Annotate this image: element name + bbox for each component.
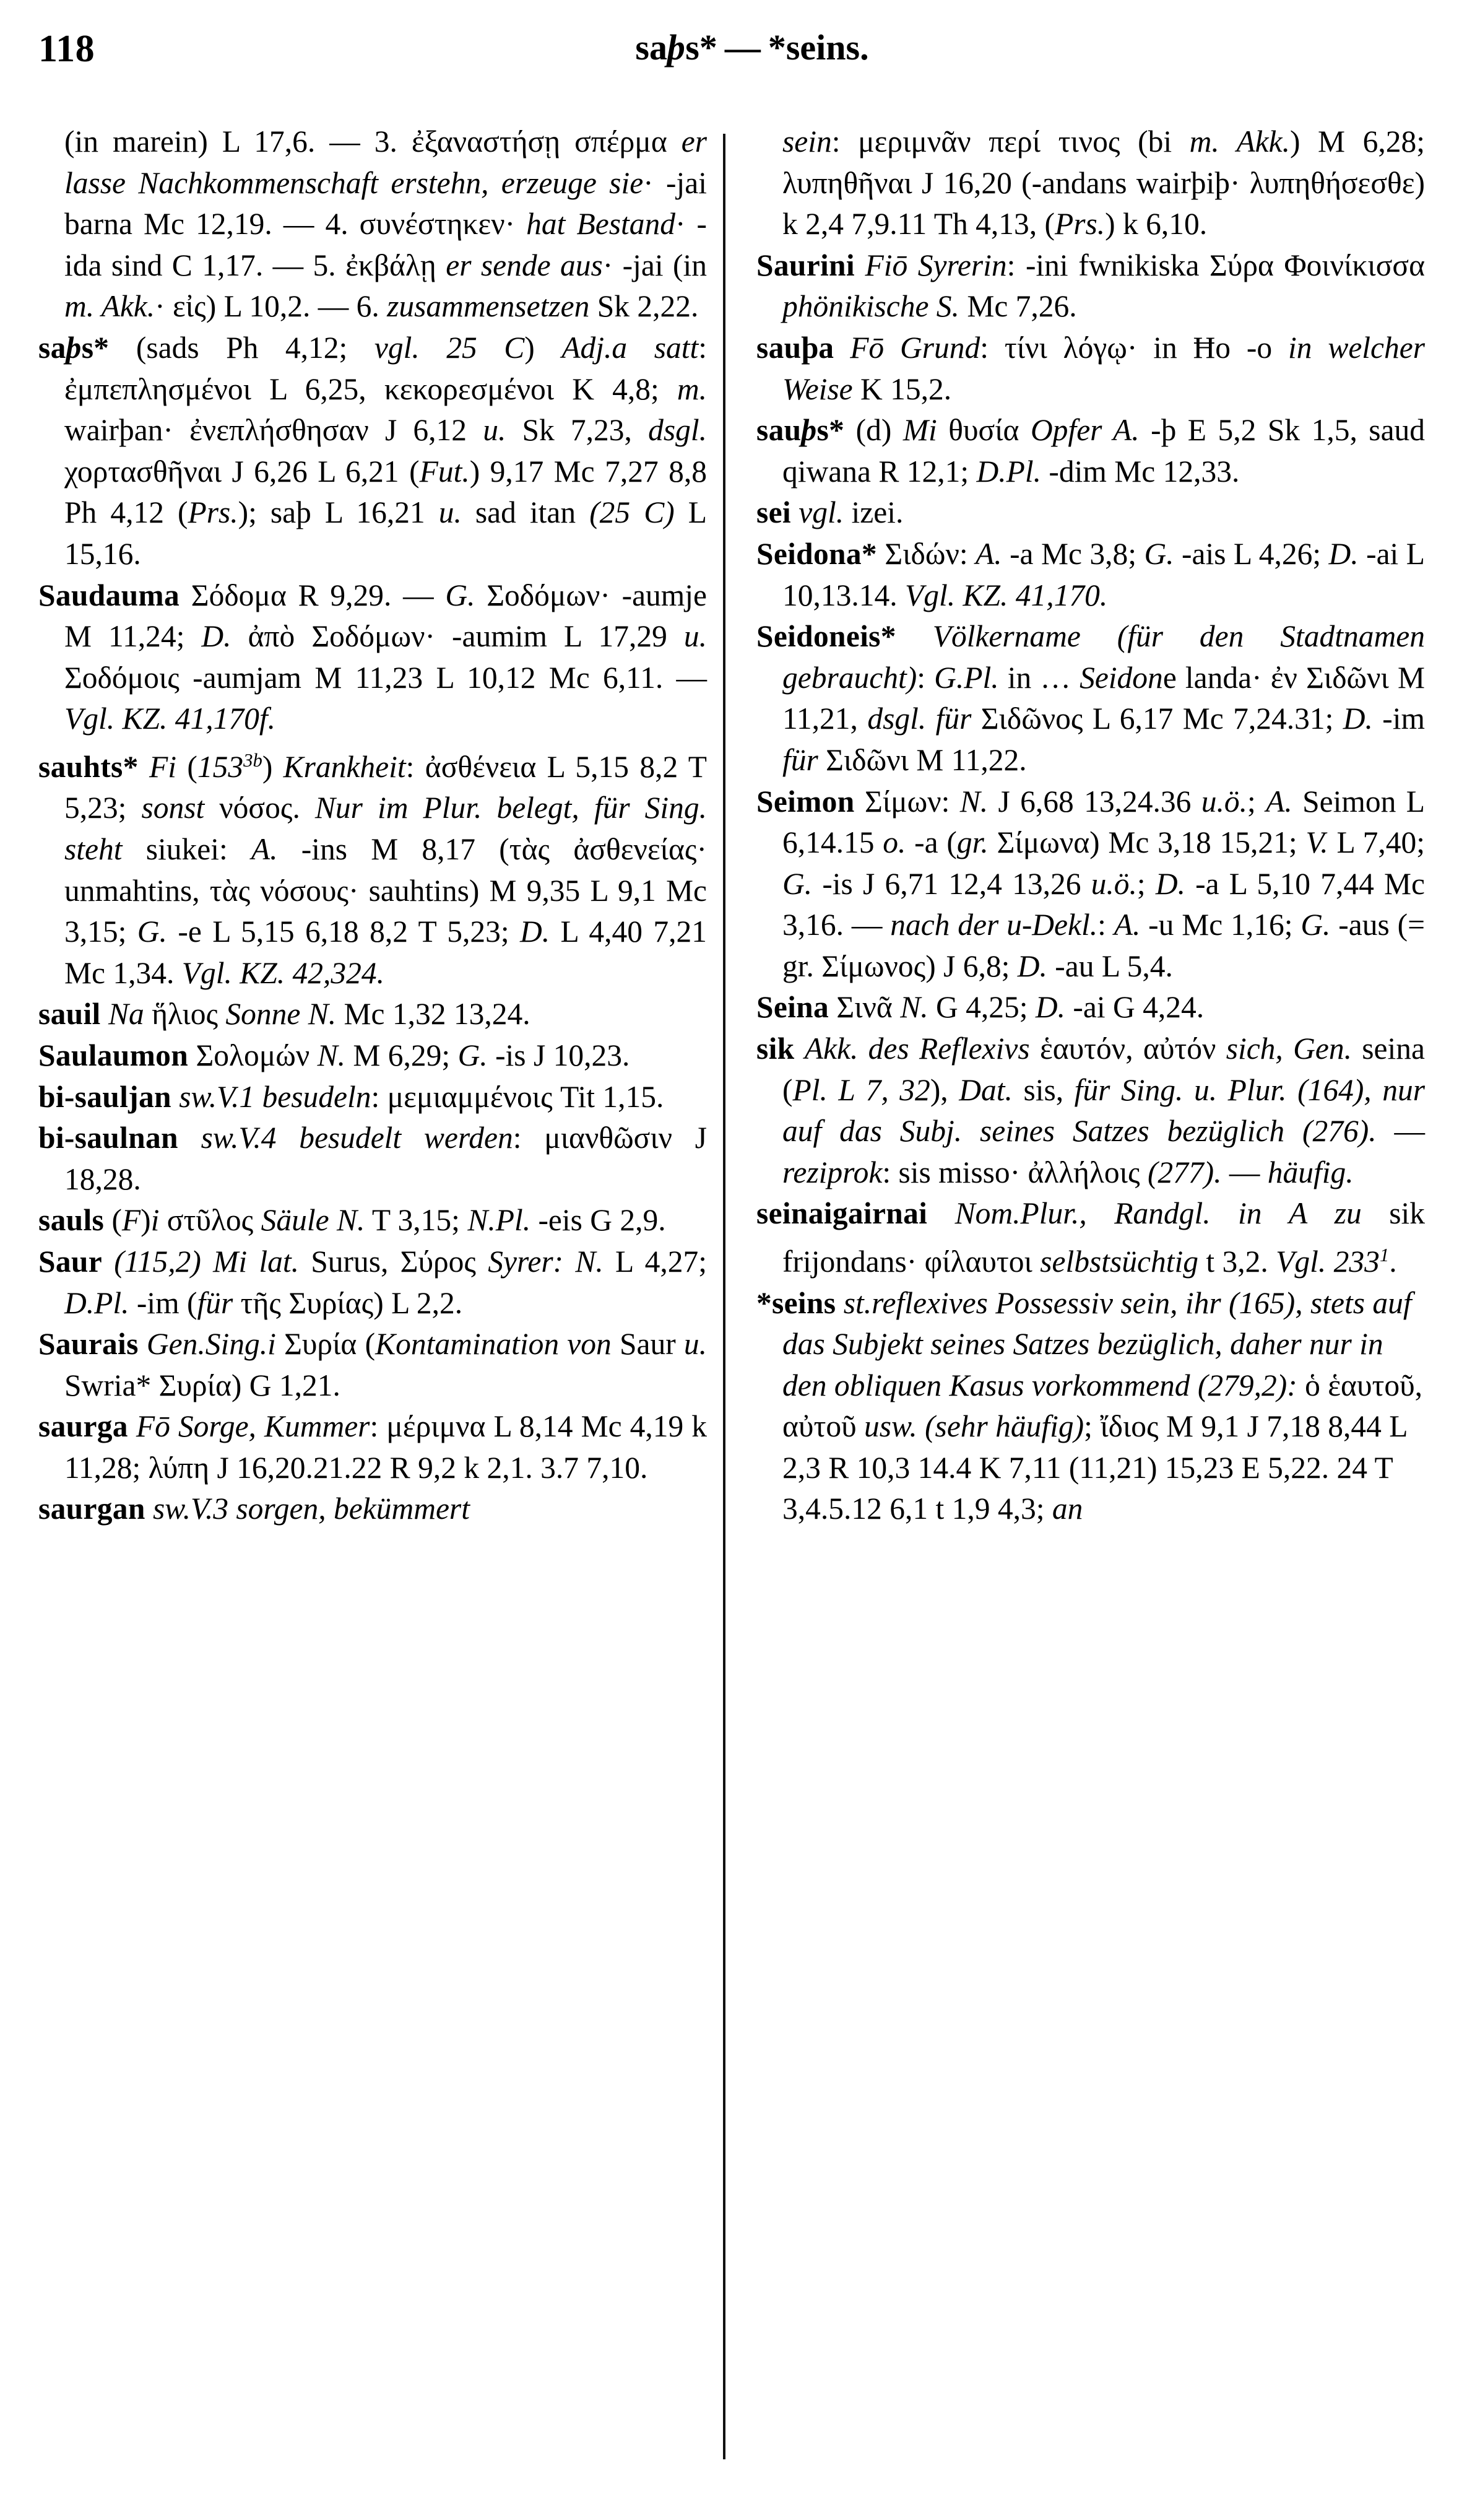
page-body — [0, 121, 1467, 2520]
dictionary-entry: Saurais Gen.Sing.i Συρία (Kontamination von Saur u. Swria* Συρία) G 1,21. — [38, 1327, 708, 1402]
dictionary-entry: Saudauma Σόδομα R 9,29. — G. Σοδόμων· -aumje M 11,24; D. ἀπὸ Σοδόμων· -aumim L 17,29 u. Σοδόμοις -aumjam M 11,23 L 10,12 Mc 6,11. — Vgl. KZ. 41,170f. — [38, 578, 708, 736]
running-head — [0, 27, 1467, 70]
running-head-left: saþs* — [635, 27, 717, 67]
page-header — [0, 27, 1467, 85]
entry-continuation: sein: μεριμνᾶν περί τινος (bi m. Akk.) M 6,28; λυπηθῆναι J 16,20 (-andans wairþiþ· λυπηθήσεσθε) k 2,4 7,9.11 Th 4,13, (Prs.) k 6,10. — [782, 124, 1425, 241]
dictionary-entry: sauls (F)i στῦλος Säule N. T 3,15; N.Pl. -eis G 2,9. — [38, 1203, 666, 1238]
running-head-right: *seins. — [768, 27, 869, 67]
dictionary-entry: saurga Fō Sorge, Kummer: μέριμνα L 8,14 Mc 4,19 k 11,28; λύπη J 16,20.21.22 R 9,2 k 2,1. 3.7 7,10. — [38, 1409, 708, 1485]
dictionary-entry: Saulaumon Σολομών N. M 6,29; G. -is J 10,23. — [38, 1038, 630, 1072]
dictionary-entry: sauþa Fō Grund: τίνι λόγῳ· in Ħo -o in welcher Weise K 15,2. — [756, 330, 1426, 406]
folio-number: 118 — [38, 28, 95, 70]
dictionary-entry: Saurini Fiō Syrerin: -ini fwnikiska Σύρα Φοινίκισσα phönikische S. Mc 7,26. — [756, 248, 1426, 324]
dictionary-entry: Seina Σινᾶ N. G 4,25; D. -ai G 4,24. — [756, 990, 1205, 1025]
dictionary-entry: *seins st.reflexives Possessiv sein, ihr (165), stets auf das Subjekt seines Satzes bezüglich, daher nur in den obliquen Kasus vorkommend (279,2): ὁ ἑαυτοῦ, αὐτοῦ usw. (sehr häufig); ἴδιος M 9,1 J 7,18 8,44 L 2,3 R 10,3 14.4 K 7,11 (11,21) 15,23 E 5,22. 24 T 3,4.5.12 6,1 t 1,9 4,3; an — [756, 1285, 1423, 1526]
running-head-separator: — — [724, 27, 761, 67]
dictionary-entry: saurgan sw.V.3 sorgen, bekümmert — [38, 1492, 470, 1526]
dictionary-entry: Saur (115,2) Mi lat. Surus, Σύρος Syrer: N. L 4,27; D.Pl. -im (für τῆς Συρίας) L 2,2. — [38, 1244, 708, 1320]
dictionary-entry: sauhts* Fi $(153^{3b})$ Krankheit: ἀσθένεια L 5,15 8,2 T 5,23; sonst νόσος. Nur im Plur. belegt, für Sing. steht siukei: A. -ins M 8,17 (τὰς ἀσθενείας· unmahtins, τὰς νόσους· sauhtins) M 9,35 L 9,1 Mc 3,15; G. -e L 5,15 6,18 8,2 T 5,23; D. L 4,40 7,21 Mc 1,34. Vgl. KZ. 42,324. — [38, 749, 708, 990]
dictionary-entry: sik Akk. des Reflexivs ἑαυτόν, αὐτόν sich, Gen. seina (Pl. L 7, 32), Dat. sis, für Sing. u. Plur. (164), nur auf das Subj. seines Satzes bezüglich (276). — reziprok: sis misso· ἀλλήλοις (277). — häufig. — [756, 1032, 1426, 1189]
dictionary-entry: Seidoneis* Völkername (für den Stadtnamen gebraucht): G.Pl. in … Seidone landa· ἐν Σιδῶνι M 11,21, dsgl. für Σιδῶνος L 6,17 Mc 7,24.31; D. -im für Σιδῶνι M 11,22. — [756, 619, 1426, 777]
dictionary-entry: sei vgl. izei. — [756, 495, 904, 530]
dictionary-entry: saþs* (sads Ph 4,12; vgl. 25 C) Adj.a satt: ἐμπεπλησμένοι L 6,25, κεκορεσμένοι K 4,8; m. wairþan· ἐνεπλήσθησαν J 6,12 u. Sk 7,23, dsgl. χορτασθῆναι J 6,26 L 6,21 (Fut.) 9,17 Mc 7,27 8,8 Ph 4,12 (Prs.); saþ L 16,21 u. sad itan (25 C) L 15,16. — [38, 330, 708, 571]
dictionary-entry: sauil Na ἥλιος Sonne N. Mc 1,32 13,24. — [38, 997, 530, 1032]
column-right — [756, 121, 1425, 1530]
dictionary-entry: bi-saulnan sw.V.4 besudelt werden: μιανθῶσιν J 18,28. — [38, 1121, 707, 1196]
dictionary-entry: Seimon Σίμων: N. J 6,68 13,24.36 u.ö.; A. Seimon L 6,14.15 o. -a (gr. Σίμωνα) Mc 3,18 15,21; V. L 7,40; G. -is J 6,71 12,4 13,26 u.ö.; D. -a L 5,10 7,44 Mc 3,16. — nach der u-Dekl.: A. -u Mc 1,16; G. -aus (= gr. Σίμωνος) J 6,8; D. -au L 5,4. — [756, 784, 1426, 983]
dictionary-entry: seinaigairnai Nom.Plur., Randgl. in A zu sik frijondans· φίλαυτοι selbstsüchtig t 3,2. Vgl. $233^1$. — [756, 1196, 1426, 1279]
column-left — [38, 121, 707, 1530]
dictionary-entry: Seidona* Σιδών: A. -a Mc 3,8; G. -ais L 4,26; D. -ai L 10,13.14. Vgl. KZ. 41,170. — [756, 536, 1425, 612]
entry-continuation: (in marein) L 17,6. — 3. ἐξαναστήσῃ σπέρμα er lasse Nachkommenschaft erstehn, erzeuge sie· -jai barna Mc 12,19. — 4. συνέστηκεν· hat Bestand· -ida sind C 1,17. — 5. ἐκβάλῃ er sende aus· -jai (in m. Akk.· εἰς) L 10,2. — 6. zusammensetzen Sk 2,22. — [64, 124, 708, 324]
dictionary-entry: sauþs* (d) Mi θυσία Opfer A. -þ E 5,2 Sk 1,5, saud qiwana R 12,1; D.Pl. -dim Mc 12,33. — [756, 413, 1426, 489]
dictionary-entry: bi-sauljan sw.V.1 besudeln: μεμιαμμένοις Tit 1,15. — [38, 1079, 664, 1114]
